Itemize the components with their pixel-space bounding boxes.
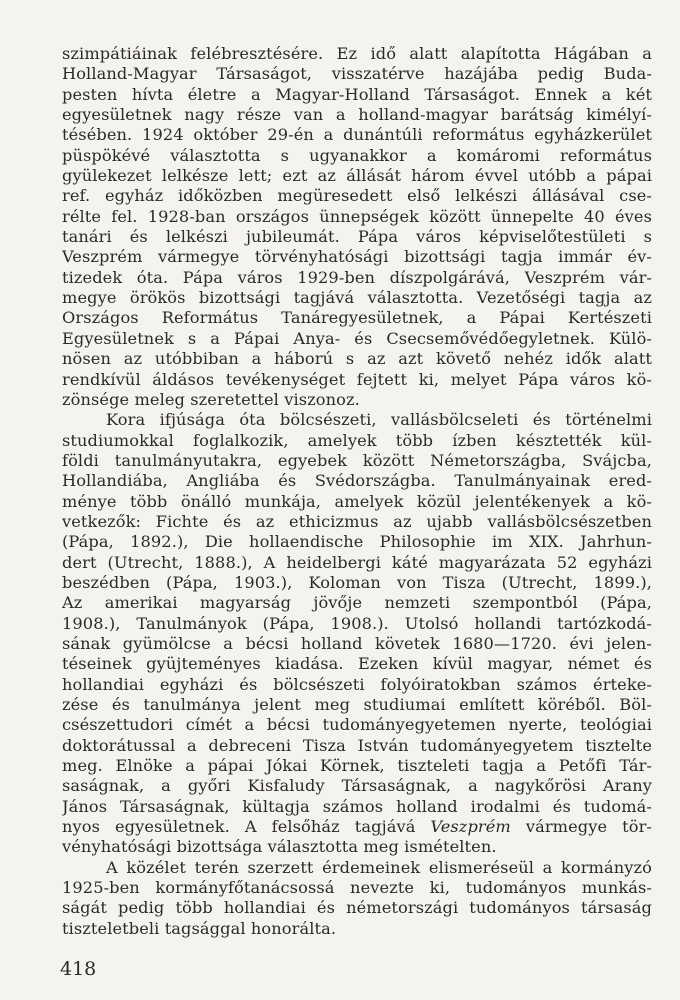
text-line: tizedek óta. Pápa város 1929-ben díszpolgárává, Veszprém vár-	[62, 267, 652, 287]
text-line: (Pápa, 1892.), Die hollaendische Philosophie im XIX. Jahrhun-	[62, 532, 652, 552]
text-line: Az amerikai magyarság jövője nemzeti szempontból (Pápa,	[62, 593, 652, 613]
text-line: tanári és lelkészi jubileumát. Pápa város képviselőtestületi s	[62, 227, 652, 247]
paragraph-3	[62, 858, 652, 939]
text-line: földi tanulmányutakra, egyebek között Németországba, Svájcba,	[62, 450, 652, 470]
text-line: saságnak, a győri Kisfaludy Társaságnak, a nagykőrösi Arany	[62, 776, 652, 796]
text-line: zése és tanulmánya jelent meg studiumai említett köréből. Böl-	[62, 695, 652, 714]
text-line: gyülekezet lelkésze lett; ezt az állását három évvel utóbb a pápai	[62, 166, 652, 186]
text-line: vetkezők: Fichte és az ethicizmus az ujabb vallásbölcsészetben	[62, 511, 652, 531]
text-line: csészettudori címét a bécsi tudományegyetemen nyerte, teológiai	[62, 715, 652, 735]
text-line: Kora ifjúsága óta bölcsészeti, vallásbölcseleti és történelmi	[106, 410, 652, 430]
paragraph-1	[62, 44, 652, 410]
text-line: Hollandiába, Angliába és Svédországba. Tanulmányainak ered-	[62, 471, 652, 491]
page-number: 418	[60, 958, 97, 980]
page-body	[62, 44, 652, 939]
text-line: téseinek gyüjteményes kiadása. Ezeken kívül magyar, német és	[62, 654, 652, 674]
text-line: nyos egyesületnek. A felsőház tagjává Veszprém vármegye tör-	[62, 817, 652, 837]
text-line: hollandiai egyházi és bölcsészeti folyóiratokban számos érteke-	[62, 674, 652, 694]
paragraph-2	[62, 410, 652, 858]
text-line: meg. Elnöke a pápai Jókai Körnek, tiszteleti tagja a Petőfi Tár-	[62, 756, 652, 776]
text-line: zönsége meleg szeretettel viszonoz.	[62, 389, 360, 409]
text-line: 1925-ben kormányfőtanácsossá nevezte ki, tudományos munkás-	[62, 878, 652, 898]
text-line: püspökévé választotta s ugyanakkor a komáromi református	[62, 145, 652, 165]
text-line: megye örökös bizottsági tagjává választotta. Vezetőségi tagja az	[62, 288, 652, 308]
text-line: beszédben (Pápa, 1903.), Koloman von Tisza (Utrecht, 1899.),	[62, 572, 652, 592]
text-line: nösen az utóbbiban a háború s az azt követő nehéz idők alatt	[62, 349, 652, 369]
text-line: Holland-Magyar Társaságot, visszatérve hazájába pedig Buda-	[62, 64, 652, 84]
text-line: doktorátussal a debreceni Tisza István tudományegyetem tisztelte	[62, 735, 652, 755]
text-line: dert (Utrecht, 1888.), A heidelbergi káté magyarázata 52 egyházi	[62, 552, 652, 572]
text-line: ref. egyház időközben megüresedett első lelkészi állásával cse-	[62, 186, 652, 206]
text-line: Országos Református Tanáregyesületnek, a Pápai Kertészeti	[62, 308, 652, 328]
text-line: ságát pedig több hollandiai és németországi tudományos társaság	[62, 898, 652, 918]
text-line: egyesületnek nagy része van a holland-magyar barátság kimélyí-	[62, 105, 652, 125]
text-line: Veszprém vármegye törvényhatósági bizottsági tagja immár év-	[62, 247, 652, 267]
text-line: ménye több önálló munkája, amelyek közül jelentékenyek a kö-	[62, 491, 652, 511]
text-line: rélte fel. 1928-ban országos ünnepségek között ünnepelte 40 éves	[62, 206, 652, 226]
text-line: vényhatósági bizottsága választotta meg ismételten.	[62, 837, 497, 857]
text-line: sának gyümölcse a bécsi holland követek 1680—1720. évi jelen-	[62, 633, 652, 653]
text-line: pesten hívta életre a Magyar-Holland Társaságot. Ennek a két	[62, 84, 652, 104]
text-line: rendkívül áldásos tevékenységet fejtett ki, melyet Pápa város kö-	[62, 369, 652, 389]
text-line: studiumokkal foglalkozik, amelyek több ízben késztették kül-	[62, 430, 652, 450]
text-line: A közélet terén szerzett érdemeinek elismeréseül a kormányzó	[106, 857, 652, 877]
text-line: tésében. 1924 október 29-én a dunántúli református egyházkerület	[62, 125, 652, 145]
text-line: tiszteletbeli tagsággal honorálta.	[62, 918, 337, 938]
text-line: Egyesületnek s a Pápai Anya- és Csecsemővédőegyletnek. Külö-	[62, 328, 652, 348]
text-line: szimpátiáinak felébresztésére. Ez idő alatt alapította Hágában a	[62, 44, 652, 63]
text-line: János Társaságnak, kültagja számos holland irodalmi és tudomá-	[62, 796, 652, 816]
text-line: 1908.), Tanulmányok (Pápa, 1908.). Utolsó hollandi tartózkodá-	[62, 613, 652, 633]
